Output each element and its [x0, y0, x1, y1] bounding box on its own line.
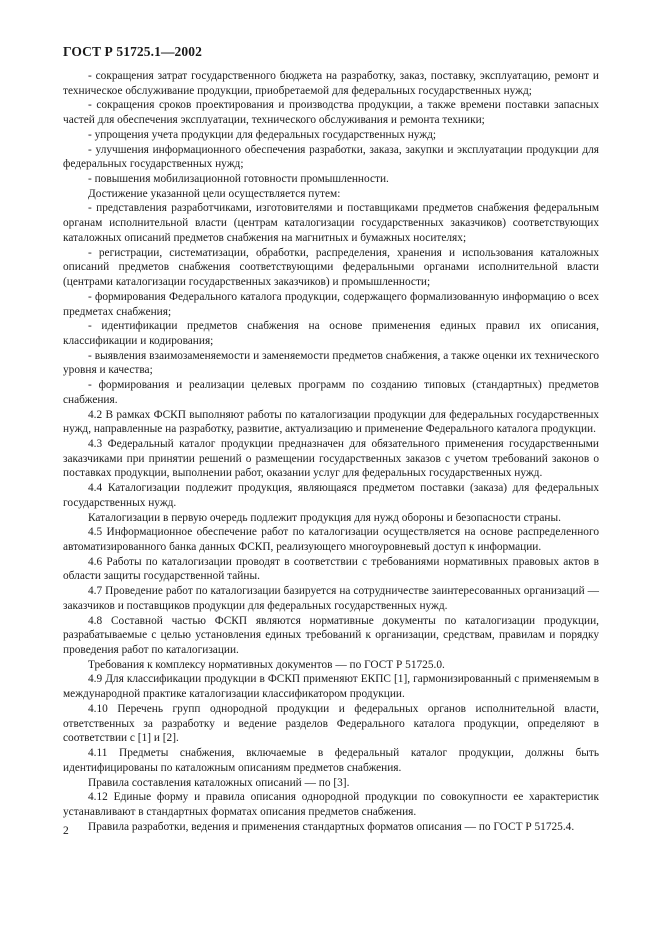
document-header-code: ГОСТ Р 51725.1—2002	[63, 44, 202, 59]
paragraph: Каталогизации в первую очередь подлежит продукция для нужд обороны и безопасности страны.	[88, 511, 561, 524]
paragraph: Достижение указанной цели осуществляется путем:	[88, 187, 341, 200]
page-number: 2	[63, 825, 69, 837]
paragraph: - идентификации предметов снабжения на основе применения единых правил их описания, классификации и кодирования;	[63, 320, 599, 347]
paragraph: - улучшения информационного обеспечения разработки, заказа, закупки и эксплуатации продукции для федеральных государственных нужд;	[63, 143, 599, 171]
paragraph: - формирования Федерального каталога продукции, содержащего формализованную информацию о всех предметах снабжения;	[63, 290, 599, 318]
paragraph: - формирования и реализации целевых программ по созданию типовых (стандартных) предметов снабжения.	[63, 379, 599, 406]
paragraph: Правила разработки, ведения и применения стандартных форматов описания — по ГОСТ Р 51725.4.	[88, 820, 575, 833]
paragraph: - выявления взаимозаменяемости и заменяемости предметов снабжения, а также оценки их технического уровня и качества;	[63, 349, 599, 377]
paragraph: 4.8 Составной частью ФСКП являются нормативные документы по каталогизации продукции, разрабатываемые с целью установления единых требований к организации, средствам, правилам и порядку проведения работ по каталогизации.	[63, 614, 599, 657]
paragraph: - регистрации, систематизации, обработки, распределения, хранения и использования каталожных описаний предметов снабжения соответствующими федеральными органами исполнительной власти (центрами каталогизации государственных заказчиков) и промышленности;	[63, 246, 599, 289]
paragraph: 4.7 Проведение работ по каталогизации базируется на сотрудничестве заинтересованных организаций — заказчиков и поставщиков продукции для федеральных государственных нужд.	[63, 585, 599, 612]
paragraph: - повышения мобилизационной готовности промышленности.	[88, 173, 389, 186]
paragraph: 4.6 Работы по каталогизации проводят в соответствии с требованиями нормативных правовых актов в области защиты государственной тайны.	[63, 555, 599, 583]
document-body	[63, 69, 599, 834]
paragraph: - упрощения учета продукции для федеральных государственных нужд;	[88, 128, 437, 141]
paragraph: 4.2 В рамках ФСКП выполняют работы по каталогизации продукции для федеральных государственных нужд, направленные на разработку, развитие, актуализацию и применение Федерального каталога продукции.	[63, 408, 599, 436]
paragraph: 4.9 Для классификации продукции в ФСКП применяют ЕКПС [1], гармонизированный с применяемым в международной практике каталогизации классификатором продукции.	[63, 673, 599, 701]
paragraph: 4.12 Единые форму и правила описания однородной продукции по совокупности ее характеристик устанавливают в стандартных форматах описания предметов снабжения.	[63, 791, 599, 818]
paragraph: 4.5 Информационное обеспечение работ по каталогизации осуществляется на основе распределенного автоматизированного банка данных ФСКП, реализующего многоуровневый доступ к информации.	[63, 526, 599, 553]
paragraph: - сокращения сроков проектирования и производства продукции, а также времени поставки запасных частей для обеспечения эксплуатации, технического обслуживания и ремонта техники;	[63, 99, 599, 127]
paragraph: Требования к комплексу нормативных документов — по ГОСТ Р 51725.0.	[88, 658, 445, 671]
paragraph: Правила составления каталожных описаний — по [3].	[88, 776, 350, 789]
paragraph: 4.4 Каталогизации подлежит продукция, являющаяся предметом поставки (заказа) для федеральных государственных нужд.	[63, 482, 599, 509]
paragraph: - представления разработчиками, изготовителями и поставщиками предметов снабжения федеральным органам исполнительной власти (центрам каталогизации государственных заказчиков) соответствующих каталожных описаний предметов снабжения на магнитных и бумажных носителях;	[63, 202, 599, 244]
paragraph: - сокращения затрат государственного бюджета на разработку, заказ, поставку, эксплуатацию, ремонт и техническое обслуживание продукции, приобретаемой для федеральных государственных нужд;	[63, 70, 599, 97]
paragraph: 4.3 Федеральный каталог продукции предназначен для обязательного применения государственными заказчиками при принятии решений о размещении государственных заказов с учетом требований законов о поставках продукции, выполнении работ, оказании услуг для федеральных государственных нужд.	[63, 437, 599, 480]
paragraph: 4.10 Перечень групп однородной продукции и федеральных органов исполнительной власти, ответственных за разработку и ведение разделов Федерального каталога продукции, определяют в соответствии с [1] и [2].	[63, 702, 599, 745]
paragraph: 4.11 Предметы снабжения, включаемые в федеральный каталог продукции, должны быть идентифицированы по каталожным описаниям предметов снабжения.	[63, 747, 599, 774]
